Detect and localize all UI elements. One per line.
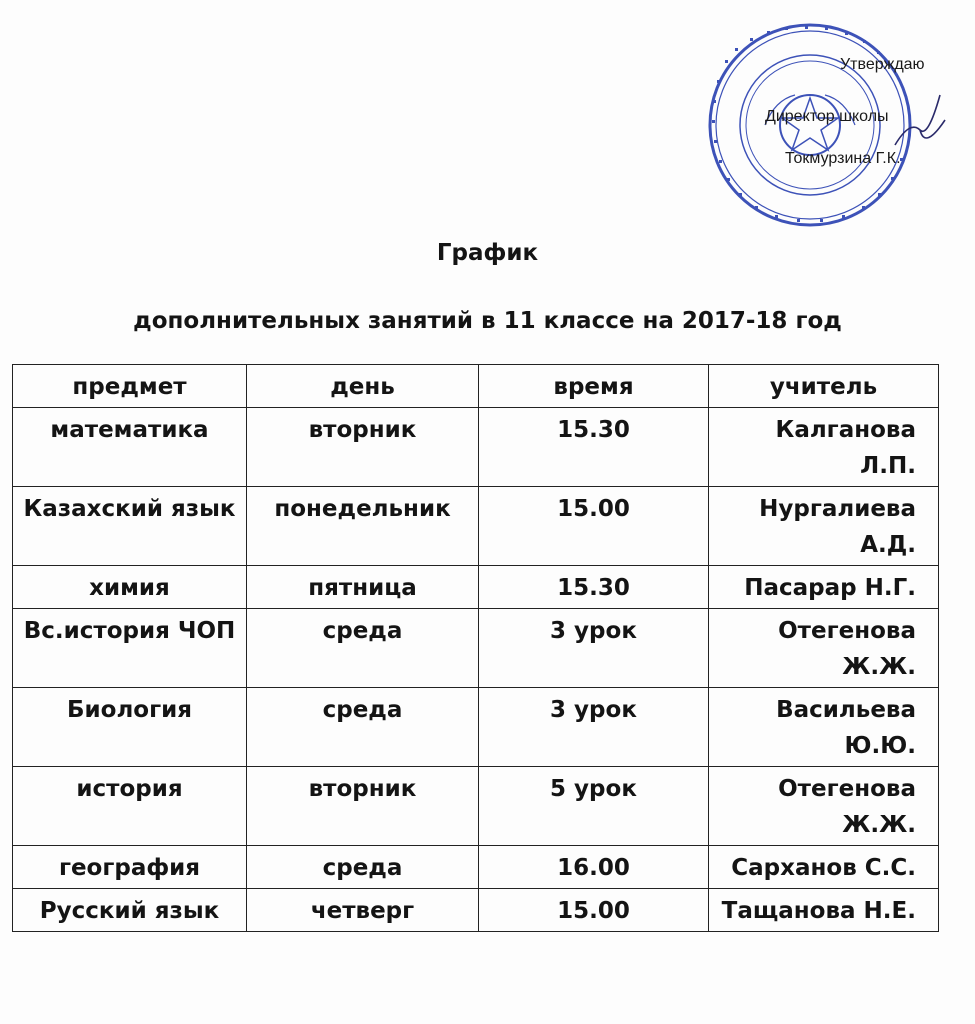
table-row xyxy=(13,889,939,932)
document-title: График xyxy=(436,240,539,266)
approval-block xyxy=(705,20,960,230)
cell-subject: математика xyxy=(13,408,247,487)
cell-day: среда xyxy=(247,688,479,767)
cell-subject: история xyxy=(13,767,247,846)
cell-subject: Казахский язык xyxy=(13,487,247,566)
cell-day: среда xyxy=(247,846,479,889)
header-day: день xyxy=(247,365,479,408)
table-row xyxy=(13,408,939,487)
cell-day: пятница xyxy=(247,566,479,609)
cell-day: четверг xyxy=(247,889,479,932)
cell-teacher: Пасарар Н.Г. xyxy=(709,566,939,609)
header-time: время xyxy=(479,365,709,408)
table-row xyxy=(13,767,939,846)
cell-subject: Биология xyxy=(13,688,247,767)
cell-day: вторник xyxy=(247,408,479,487)
table-row xyxy=(13,688,939,767)
cell-time: 5 урок xyxy=(479,767,709,846)
cell-subject: Русский язык xyxy=(13,889,247,932)
cell-time: 16.00 xyxy=(479,846,709,889)
cell-teacher: Калганова Л.П. xyxy=(709,408,939,487)
table-row xyxy=(13,609,939,688)
cell-teacher: Отегенова Ж.Ж. xyxy=(709,767,939,846)
cell-teacher: Отегенова Ж.Ж. xyxy=(709,609,939,688)
schedule-table xyxy=(12,364,939,932)
header-subject: предмет xyxy=(13,365,247,408)
cell-teacher: Тащанова Н.Е. xyxy=(709,889,939,932)
document-subtitle: дополнительных занятий в 11 классе на 2017-18 год xyxy=(133,308,842,334)
cell-subject: химия xyxy=(13,566,247,609)
cell-time: 3 урок xyxy=(479,609,709,688)
cell-day: вторник xyxy=(247,767,479,846)
approval-label: Утверждаю xyxy=(840,56,925,73)
table-row xyxy=(13,487,939,566)
cell-time: 3 урок xyxy=(479,688,709,767)
cell-teacher: Васильева Ю.Ю. xyxy=(709,688,939,767)
cell-time: 15.00 xyxy=(479,889,709,932)
cell-subject: география xyxy=(13,846,247,889)
table-header-row xyxy=(13,365,939,408)
cell-subject: Вс.история ЧОП xyxy=(13,609,247,688)
table-row xyxy=(13,846,939,889)
cell-teacher: Нургалиева А.Д. xyxy=(709,487,939,566)
header-teacher: учитель xyxy=(709,365,939,408)
cell-time: 15.00 xyxy=(479,487,709,566)
table-row xyxy=(13,566,939,609)
cell-day: среда xyxy=(247,609,479,688)
director-signature xyxy=(890,90,950,160)
cell-day: понедельник xyxy=(247,487,479,566)
cell-teacher: Сарханов С.С. xyxy=(709,846,939,889)
cell-time: 15.30 xyxy=(479,408,709,487)
director-title: Директор школы xyxy=(765,108,889,125)
director-name: Токмурзина Г.К. xyxy=(785,150,901,167)
cell-time: 15.30 xyxy=(479,566,709,609)
